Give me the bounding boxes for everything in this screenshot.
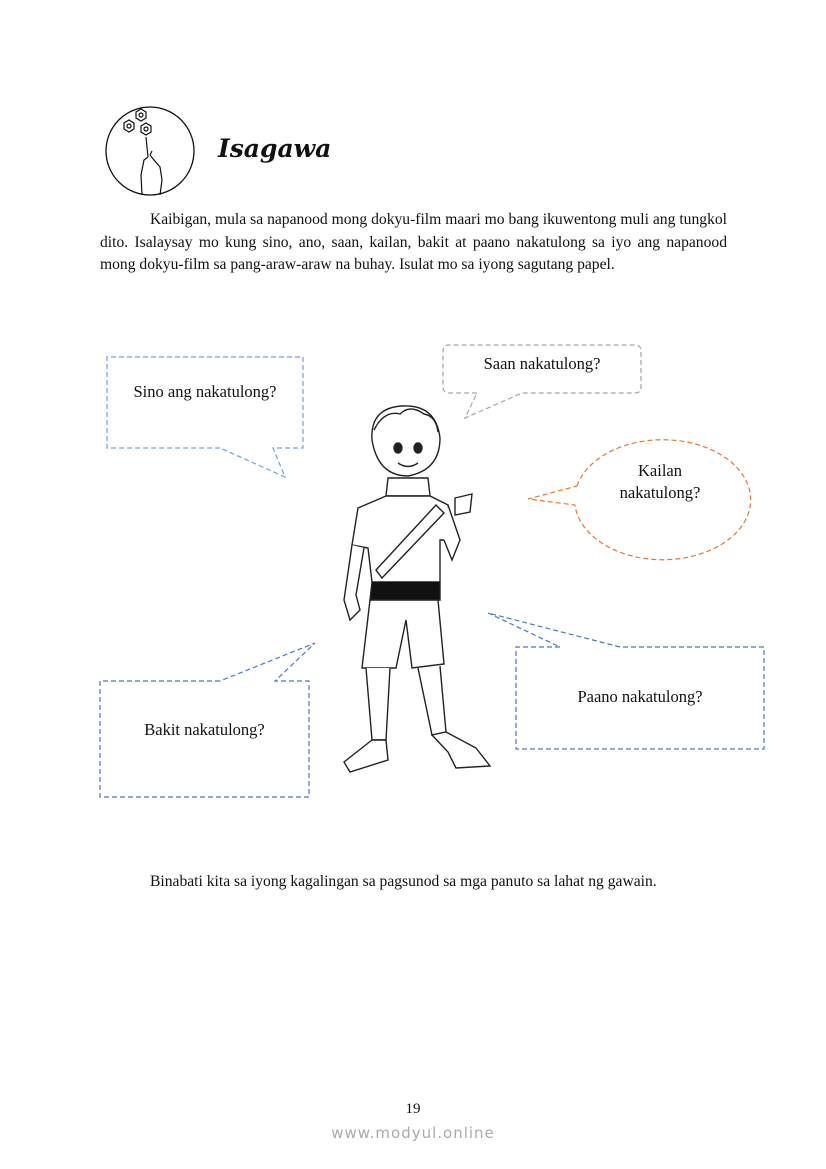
callout-paano: Paano nakatulong? (577, 687, 703, 706)
page-number: 19 (405, 1101, 421, 1117)
callout-sino-shape (107, 357, 303, 477)
closing-paragraph: Binabati kita sa iyong kagalingan sa pagsunod sa mga panuto sa lahat ng gawain. (150, 873, 657, 890)
callout-saan: Saan nakatulong? (483, 354, 601, 373)
instructions-paragraph: Kaibigan, mula sa napanood mong dokyu-film maari mo bang ikuwentong muli ang tungkol dito. Isalaysay mo kung sino, ano, saan, kailan, bakit at paano nakatulong sa iyo ang napanood mong dokyu-film sa pang-araw-araw na buhay. Isulat mo sa iyong sagutang papel. (100, 211, 727, 273)
watermark: www.modyul.online (331, 1124, 495, 1142)
callout-bakit: Bakit nakatulong? (144, 720, 265, 739)
boy-illustration (344, 406, 490, 772)
callout-kailan: Kailan nakatulong? (619, 461, 701, 502)
page-title: Isagawa (218, 134, 332, 163)
callout-sino: Sino ang nakatulong? (133, 382, 277, 401)
callout-paano-shape (488, 613, 764, 749)
